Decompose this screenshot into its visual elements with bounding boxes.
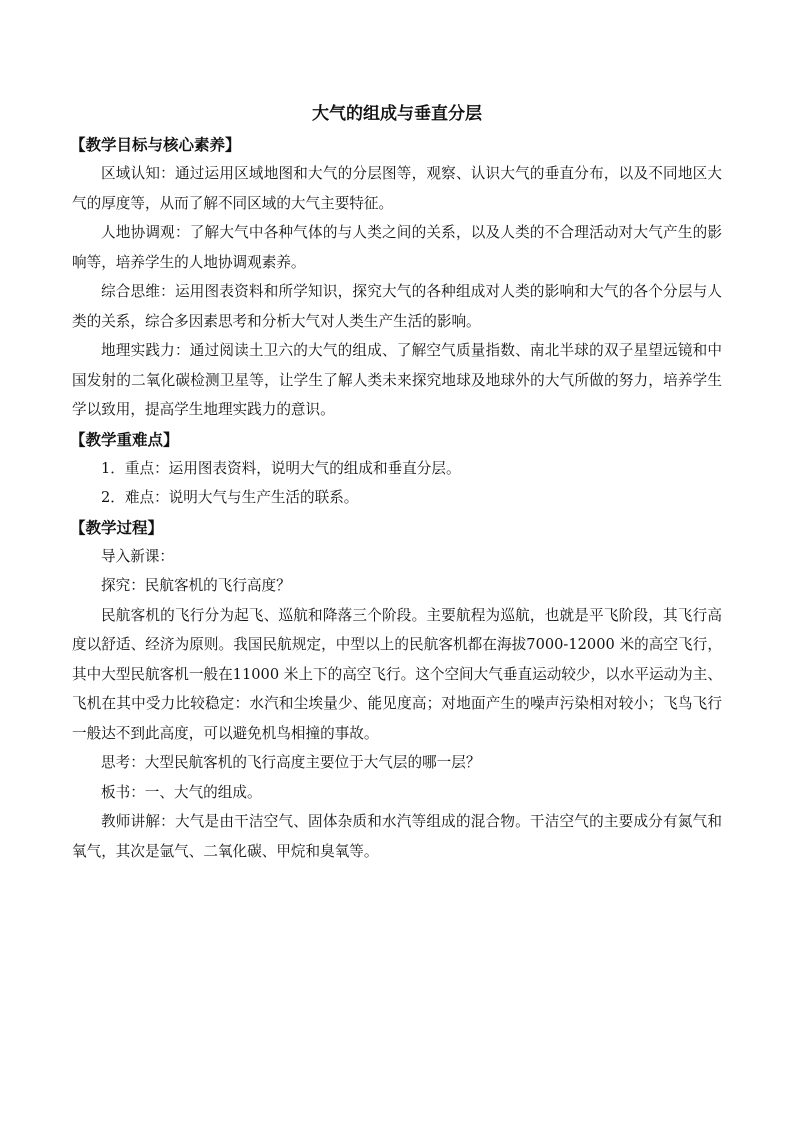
paragraph-regional-cognition: 区域认知：通过运用区域地图和大气的分层图等，观察、认识大气的垂直分布，以及不同地区大气的厚度等，从而了解不同区域的大气主要特征。 <box>72 165 722 212</box>
paragraph-intro: 导入新课： <box>101 547 174 565</box>
paragraph-blackboard: 板书：一、大气的组成。 <box>101 783 262 801</box>
paragraph-human-earth: 人地协调观：了解大气中各种气体的与人类之间的关系，以及人类的不合理活动对大气产生的影响等，培养学生的人地协调观素养。 <box>72 224 722 271</box>
section-heading-objectives: 【教学目标与核心素养】 <box>70 135 241 154</box>
paragraph-explore-question: 探究：民航客机的飞行高度？ <box>101 577 291 594</box>
paragraph-think-question: 思考：大型民航客机的飞行高度主要位于大气层的哪一层？ <box>101 754 481 771</box>
paragraph-teacher-explanation: 教师讲解：大气是由干洁空气、固体杂质和水汽等组成的混合物。干洁空气的主要成分有氮气和氧气，其次是氩气、二氧化碳、甲烷和臭氧等。 <box>72 813 722 860</box>
section-heading-key-points: 【教学重难点】 <box>70 429 179 449</box>
paragraph-difficult-point: 2．难点：说明大气与生产生活的联系。 <box>101 489 359 506</box>
section-key-points <box>72 425 722 513</box>
document-title: 大气的组成与垂直分层 <box>312 104 482 124</box>
paragraph-key-point: 1．重点：运用图表资料，说明大气的组成和垂直分层。 <box>101 459 461 477</box>
paragraph-flight-altitude: 民航客机的飞行分为起飞、巡航和降落三个阶段。主要航程为巡航，也就是平飞阶段，其飞行高度以舒适、经济为原则。我国民航规定，中型以上的民航客机都在海拔7000-12000 米的高空飞行，其中大型民航客机一般在11000 米上下的高空飞行。这个空间大气垂直运动较少，以水平运动为主、飞机在其中受力比较稳定：水汽和尘埃量少、能见度高；对地面产生的噪声污染相对较小；飞鸟飞行一般达不到此高度，可以避免机鸟相撞的事故。 <box>72 606 722 742</box>
section-heading-process: 【教学过程】 <box>70 517 164 537</box>
section-teaching-process <box>72 513 722 867</box>
paragraph-practice-ability: 地理实践力：通过阅读土卫六的大气的组成、了解空气质量指数、南北半球的双子星望远镜和中国发射的二氧化碳检测卫星等，让学生了解人类未来探究地球及地球外的大气所做的努力，培养学生学以致用，提高学生地理实践力的意识。 <box>72 342 722 418</box>
section-objectives <box>72 130 722 425</box>
paragraph-comprehensive-thinking: 综合思维：运用图表资料和所学知识，探究大气的各种组成对人类的影响和大气的各个分层与人类的关系，综合多因素思考和分析大气对人类生产生活的影响。 <box>72 283 722 330</box>
